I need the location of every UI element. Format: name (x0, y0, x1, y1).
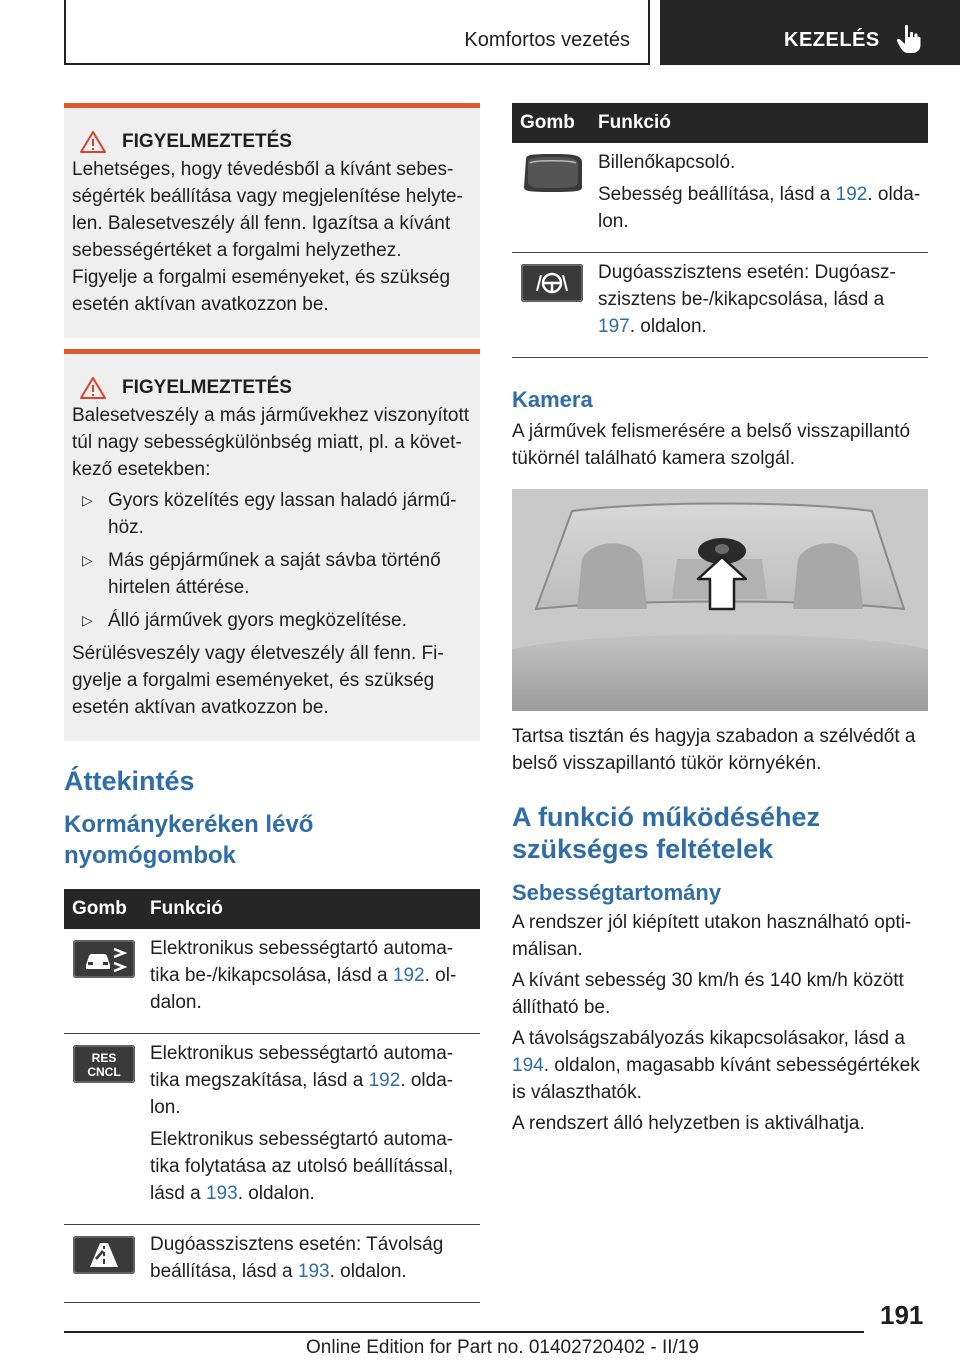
speed-text-3: A távolságszabályozás kikapcsolásakor, lásd a 194. oldalon, magasabb kívánt sebességértékek is választhatók. (512, 1028, 920, 1103)
page-link[interactable]: 193 (297, 1261, 330, 1282)
warning-intro: Balesetveszély a más járművekhez viszonyított túl nagy sebességkülönbség miatt, pl. a következő esetekben: (72, 405, 470, 480)
list-item: ▷ Álló járművek gyors megközelítése. (72, 607, 472, 634)
list-item: ▷ Más gépjárműnek a saját sávba történő hirtelen áttérése. (72, 547, 472, 601)
page-link[interactable]: 192 (392, 965, 425, 986)
function-text: Elektronikus sebességtartó automatika folytatása az utolsó beállítással, lásd a 193. oldalon. (150, 1129, 454, 1204)
function-text: Sebesség beállítása, lásd a 192. oldalon. (598, 184, 921, 232)
page-link[interactable]: 193 (205, 1183, 238, 1204)
distance-icon (72, 1235, 136, 1275)
list-item: ▷ Gyors közelítés egy lassan haladó járműhöz. (72, 487, 472, 541)
table-row (64, 1225, 480, 1303)
chapter-label: KEZELÉS (784, 29, 880, 51)
right-column (512, 103, 928, 1137)
speed-text-4: A rendszert álló helyzetben is aktiválhatja. (512, 1113, 865, 1134)
function-text: Dugóasszisztens esetén: Dugóaszszisztens be-/kikapcsolása, lásd a 197. oldalon. (598, 262, 896, 337)
speed-text-2: A kívánt sebesség 30 km/h és 140 km/h között állítható be. (512, 970, 904, 1018)
windshield-camera-photo (512, 489, 928, 711)
warning-triangle-icon (80, 130, 106, 154)
table-header-button: Gomb (512, 103, 590, 143)
heading-overview: Áttekintés (64, 766, 195, 796)
heading-conditions: A funkció működéséhez szükséges feltételek (512, 802, 821, 864)
function-text: Billenőkapcsoló. (598, 152, 736, 173)
speed-text-1: A rendszer jól kiépített utakon használható optimálisan. (512, 912, 912, 960)
bullet-triangle-icon: ▷ (82, 552, 93, 568)
heading-camera: Kamera (512, 387, 593, 412)
chapter-tab (660, 0, 960, 65)
hand-pointer-icon (896, 24, 922, 54)
cruise-control-icon (72, 939, 136, 979)
svg-text:CNCL: CNCL (87, 1065, 121, 1079)
warning-outro: Sérülésveszély vagy életveszély áll fenn. Figyelje a forgalmi eseményeket, és szükség esetén aktívan avatkozzon be. (72, 643, 444, 718)
warning-box-1 (64, 103, 480, 338)
rocker-switch-icon (520, 153, 584, 193)
page-header (0, 0, 960, 66)
table-row (512, 143, 928, 253)
warning-title: FIGYELMEZTETÉS (122, 131, 292, 152)
heading-steering-buttons: Kormánykeréken lévő nyomógombok (64, 811, 314, 869)
buttons-table (64, 889, 480, 1303)
function-text: Dugóasszisztens esetén: Távolság beállítása, lásd a 193. oldalon. (150, 1234, 444, 1282)
section-title: Komfortos vezetés (464, 29, 630, 51)
table-header-function: Funkció (142, 889, 480, 929)
camera-text: A járművek felismerésére a belső visszapillantó tükörnél található kamera szolgál. (512, 421, 911, 469)
warning-box-2 (64, 349, 480, 741)
function-text: Elektronikus sebességtartó automatika megszakítása, lásd a 192. oldalon. (150, 1043, 454, 1118)
warning-text: Lehetséges, hogy tévedésből a kívánt sebességérték beállítása vagy megjelenítése helytelen. Balesetveszély áll fenn. Igazítsa a kívánt sebességértéket a forgalmi helyzethez. Figyelje a forgalmi eseményeket, és szükség esetén aktívan avatkozzon be. (72, 159, 463, 315)
heading-speed-range: Sebességtartomány (512, 880, 722, 905)
footer-divider (64, 1331, 864, 1333)
page-link[interactable]: 192 (835, 184, 868, 205)
left-column (64, 103, 480, 1303)
page-link[interactable]: 194 (512, 1055, 544, 1076)
steering-assist-icon (520, 263, 584, 303)
warning-triangle-icon (80, 376, 106, 400)
warning-bullet-list (72, 487, 472, 634)
camera-text-2: Tartsa tisztán és hagyja szabadon a szélvédőt a belső visszapillantó tükör környékén. (512, 726, 916, 774)
bullet-triangle-icon: ▷ (82, 492, 93, 508)
table-row (512, 253, 928, 358)
table-row (64, 1034, 480, 1225)
buttons-table (512, 103, 928, 358)
section-header-box (64, 0, 650, 65)
bullet-triangle-icon: ▷ (82, 612, 93, 628)
res-cncl-icon (72, 1044, 136, 1084)
table-header-button: Gomb (64, 889, 142, 929)
svg-text:RES: RES (91, 1051, 117, 1065)
page-link[interactable]: 192 (368, 1070, 401, 1091)
table-header-function: Funkció (590, 103, 928, 143)
page-number: 191 (880, 1300, 924, 1330)
warning-title: FIGYELMEZTETÉS (122, 377, 292, 398)
footer-edition: Online Edition for Part no. 01402720402 - II/19 (306, 1337, 699, 1358)
table-row (64, 929, 480, 1034)
page-link[interactable]: 197 (598, 316, 630, 337)
function-text: Elektronikus sebességtartó automatika be-/kikapcsolása, lásd a 192. oldalon. (150, 938, 457, 1013)
